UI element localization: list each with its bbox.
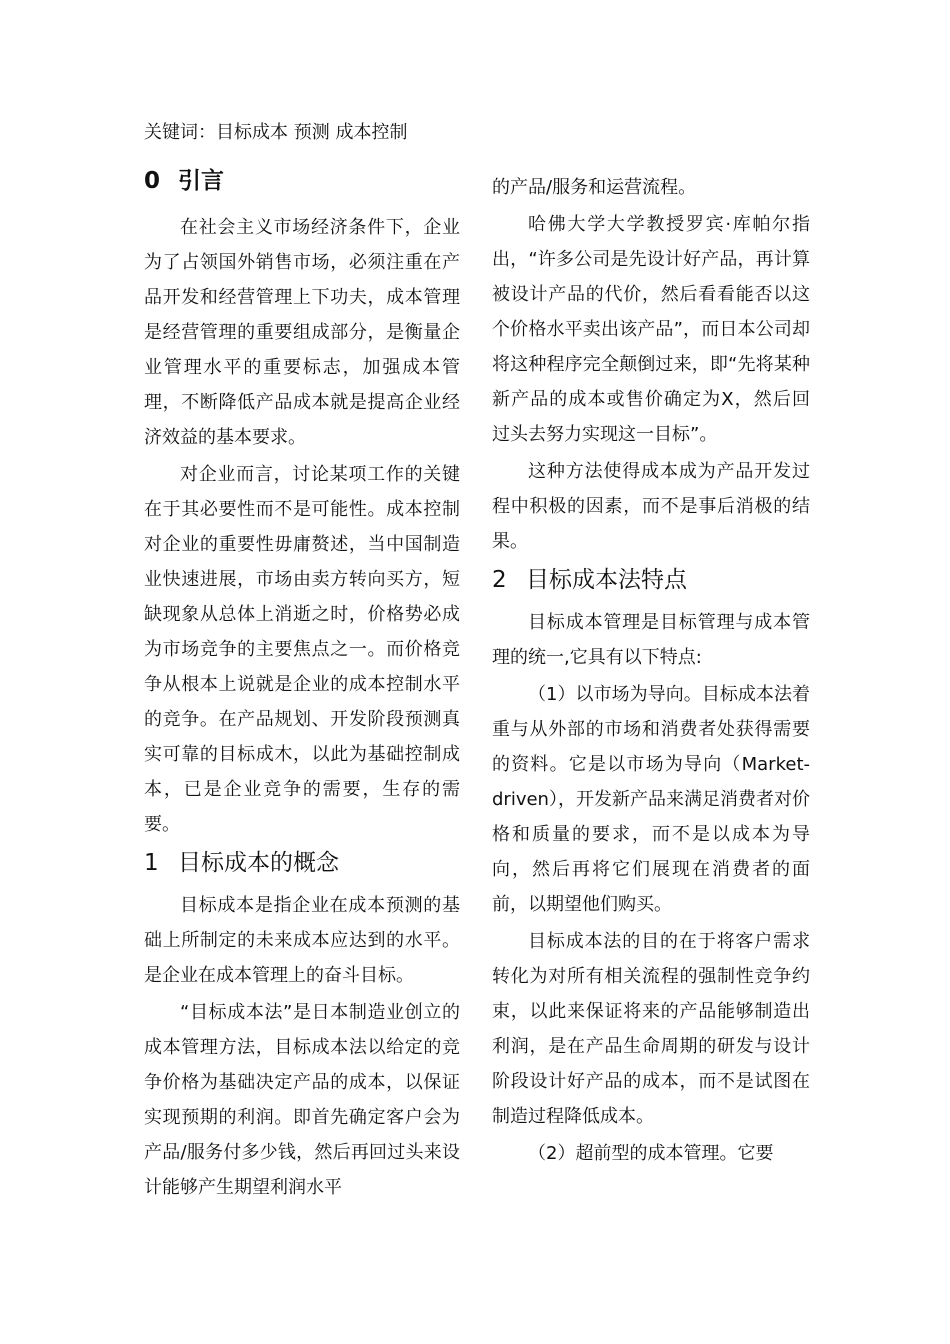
paragraph: 目标成本管理是目标管理与成本管理的统一,它具有以下特点: xyxy=(492,612,810,668)
section-heading-2 xyxy=(492,563,810,597)
paragraph: （2）超前型的成本管理。它要 xyxy=(528,1143,774,1164)
left-column xyxy=(144,164,460,1207)
section-number: 2 xyxy=(492,567,507,593)
right-column xyxy=(492,170,810,1173)
paragraph: 哈佛大学大学教授罗宾·库帕尔指出，“许多公司是先设计好产品，再计算被设计产品的代价，然后看看能否以这个价格水平卖出该产品”，而日本公司却将这种程序完全颠倒过来，即“先将某种新产品的成本或售价确定为X，然后回过头去努力实现这一目标”。 xyxy=(492,214,810,445)
section-heading-intro xyxy=(144,164,460,198)
paragraph: “目标成本法”是日本制造业创立的成本管理方法，目标成本法以给定的竞争价格为基础决定产品的成本，以保证实现预期的利润。即首先确定客户会为产品/服务付多少钱，然后再回过头来设计能够产生期望利润水平 xyxy=(144,1002,460,1198)
section-heading-1 xyxy=(144,846,460,880)
section-title: 目标成本的概念 xyxy=(178,850,339,876)
paragraph: 对企业而言，讨论某项工作的关键在于其必要性而不是可能性。成本控制对企业的重要性毋庸赘述，当中国制造业快速进展，市场由卖方转向买方，短缺现象从总体上消逝之时，价格势必成为市场竞争的主要焦点之一。而价格竞争从根本上说就是企业的成本控制水平的竞争。在产品规划、开发阶段预测真实可靠的目标成木，以此为基础控制成本，已是企业竞争的需要，生存的需要。 xyxy=(144,464,460,835)
section-number: 1 xyxy=(144,850,159,876)
section-number: 0 xyxy=(144,168,161,194)
paragraph: 目标成本是指企业在成本预测的基础上所制定的未来成本应达到的水平。是企业在成本管理上的奋斗目标。 xyxy=(144,895,460,986)
section-title: 引言 xyxy=(178,168,224,194)
paragraph: 这种方法使得成本成为产品开发过程中积极的因素，而不是事后消极的结果。 xyxy=(492,461,810,552)
paragraph: 目标成本法的目的在于将客户需求转化为对所有相关流程的强制性竞争约束，以此来保证将来的产品能够制造出利润，是在产品生命周期的研发与设计阶段设计好产品的成本，而不是试图在制造过程降低成本。 xyxy=(492,931,810,1127)
keywords-line: 关键词：目标成本 预测 成本控制 xyxy=(144,122,408,143)
section-title: 目标成本法特点 xyxy=(526,567,687,593)
paragraph: （1）以市场为导向。目标成本法着重与从外部的市场和消费者处获得需要的资料。它是以市场为导向（Market-driven），开发新产品来满足消费者对价格和质量的要求，而不是以成本为导向，然后再将它们展现在消费者的面前，以期望他们购买。 xyxy=(492,684,810,915)
paragraph: 在社会主义市场经济条件下，企业为了占领国外销售市场，必须注重在产品开发和经营管理上下功夫，成本管理是经营管理的重要组成部分，是衡量企业管理水平的重要标志，加强成本管理，不断降低产品成本就是提高企业经济效益的基本要求。 xyxy=(144,217,460,448)
paragraph-continued: 的产品/服务和运营流程。 xyxy=(492,177,697,198)
